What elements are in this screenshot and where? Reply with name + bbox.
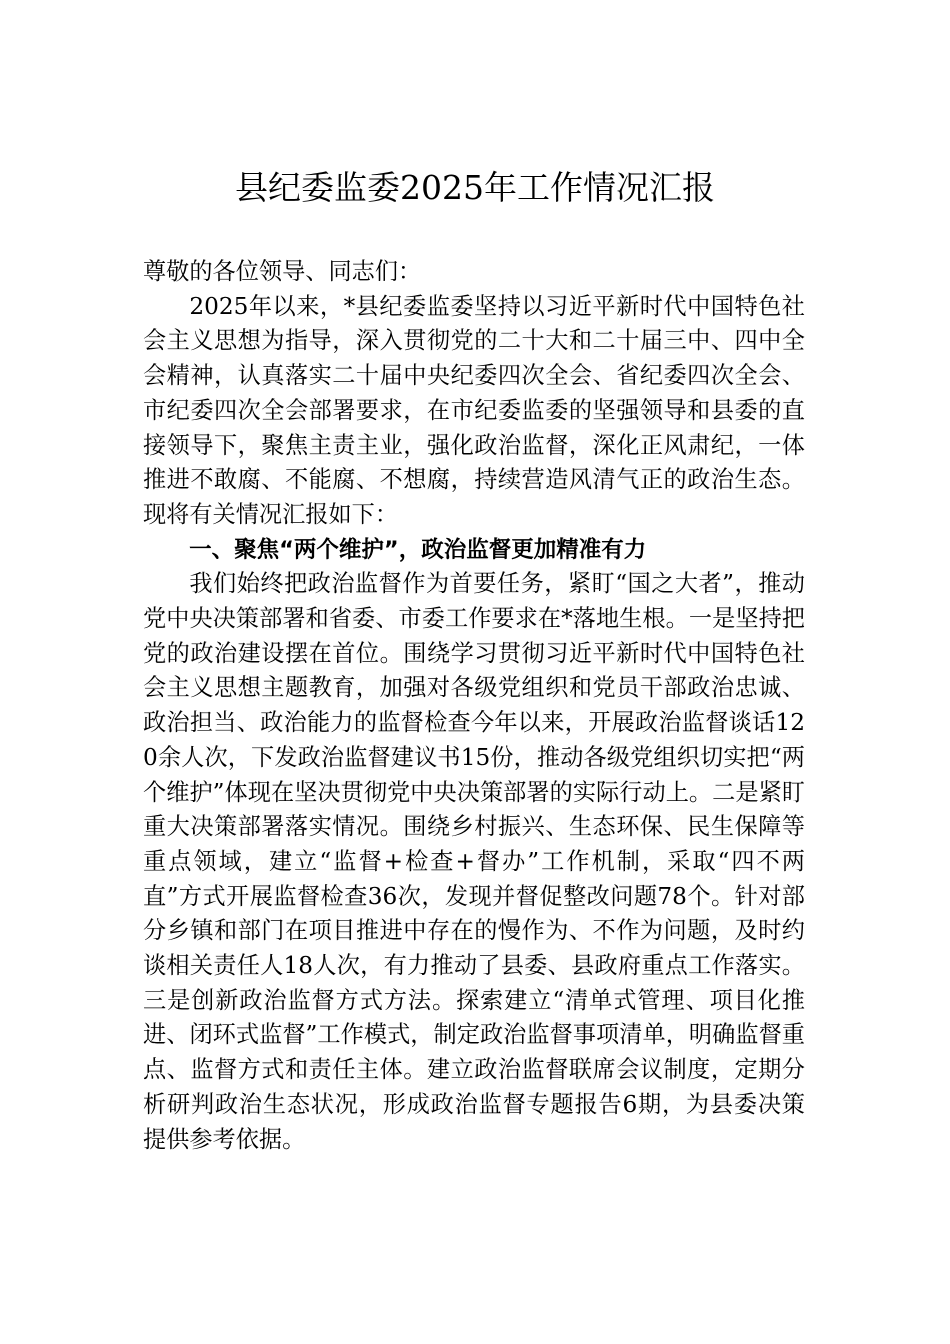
intro-paragraph: 2025年以来，*县纪委监委坚持以习近平新时代中国特色社会主义思想为指导，深入贯彻党的二十大和二十届三中、四中全会精神，认真落实二十届中央纪委四次全会、省纪委四次全会、市纪委四次全会部署要求，在市纪委监委的坚强领导和县委的直接领导下，聚焦主责主业，强化政治监督，深化正风肃纪，一体推进不敢腐、不能腐、不想腐，持续营造风清气正的政治生态。现将有关情况汇报如下： [143,292,805,528]
section-paragraph: 我们始终把政治监督作为首要任务，紧盯“国之大者”，推动党中央决策部署和省委、市委工作要求在*落地生根。一是坚持把党的政治建设摆在首位。围绕学习贯彻习近平新时代中国特色社会主义思想主题教育，加强对各级党组织和党员干部政治忠诚、政治担当、政治能力的监督检查今年以来，开展政治监督谈话120余人次，下发政治监督建议书15份，推动各级党组织切实把“两个维护”体现在坚决贯彻党中央决策部署的实际行动上。二是紧盯重大决策部署落实情况。围绕乡村振兴、生态环保、民生保障等重点领域，建立“监督+检查+督办”工作机制，采取“四不两直”方式开展监督检查36次，发现并督促整改问题78个。针对部分乡镇和部门在项目推进中存在的慢作为、不作为问题，及时约谈相关责任人18人次，有力推动了县委、县政府重点工作落实。三是创新政治监督方式方法。探索建立“清单式管理、项目化推进、闭环式监督”工作模式，制定政治监督事项清单，明确监督重点、监督方式和责任主体。建立政治监督联席会议制度，定期分析研判政治生态状况，形成政治监督专题报告6期，为县委决策提供参考依据。 [143,570,805,1153]
document-title: 县纪委监委2025年工作情况汇报 [235,168,715,207]
section-heading: 一、聚焦“两个维护”，政治监督更加精准有力 [189,536,647,563]
salutation: 尊敬的各位领导、同志们： [143,258,422,285]
document-body [143,255,805,1157]
